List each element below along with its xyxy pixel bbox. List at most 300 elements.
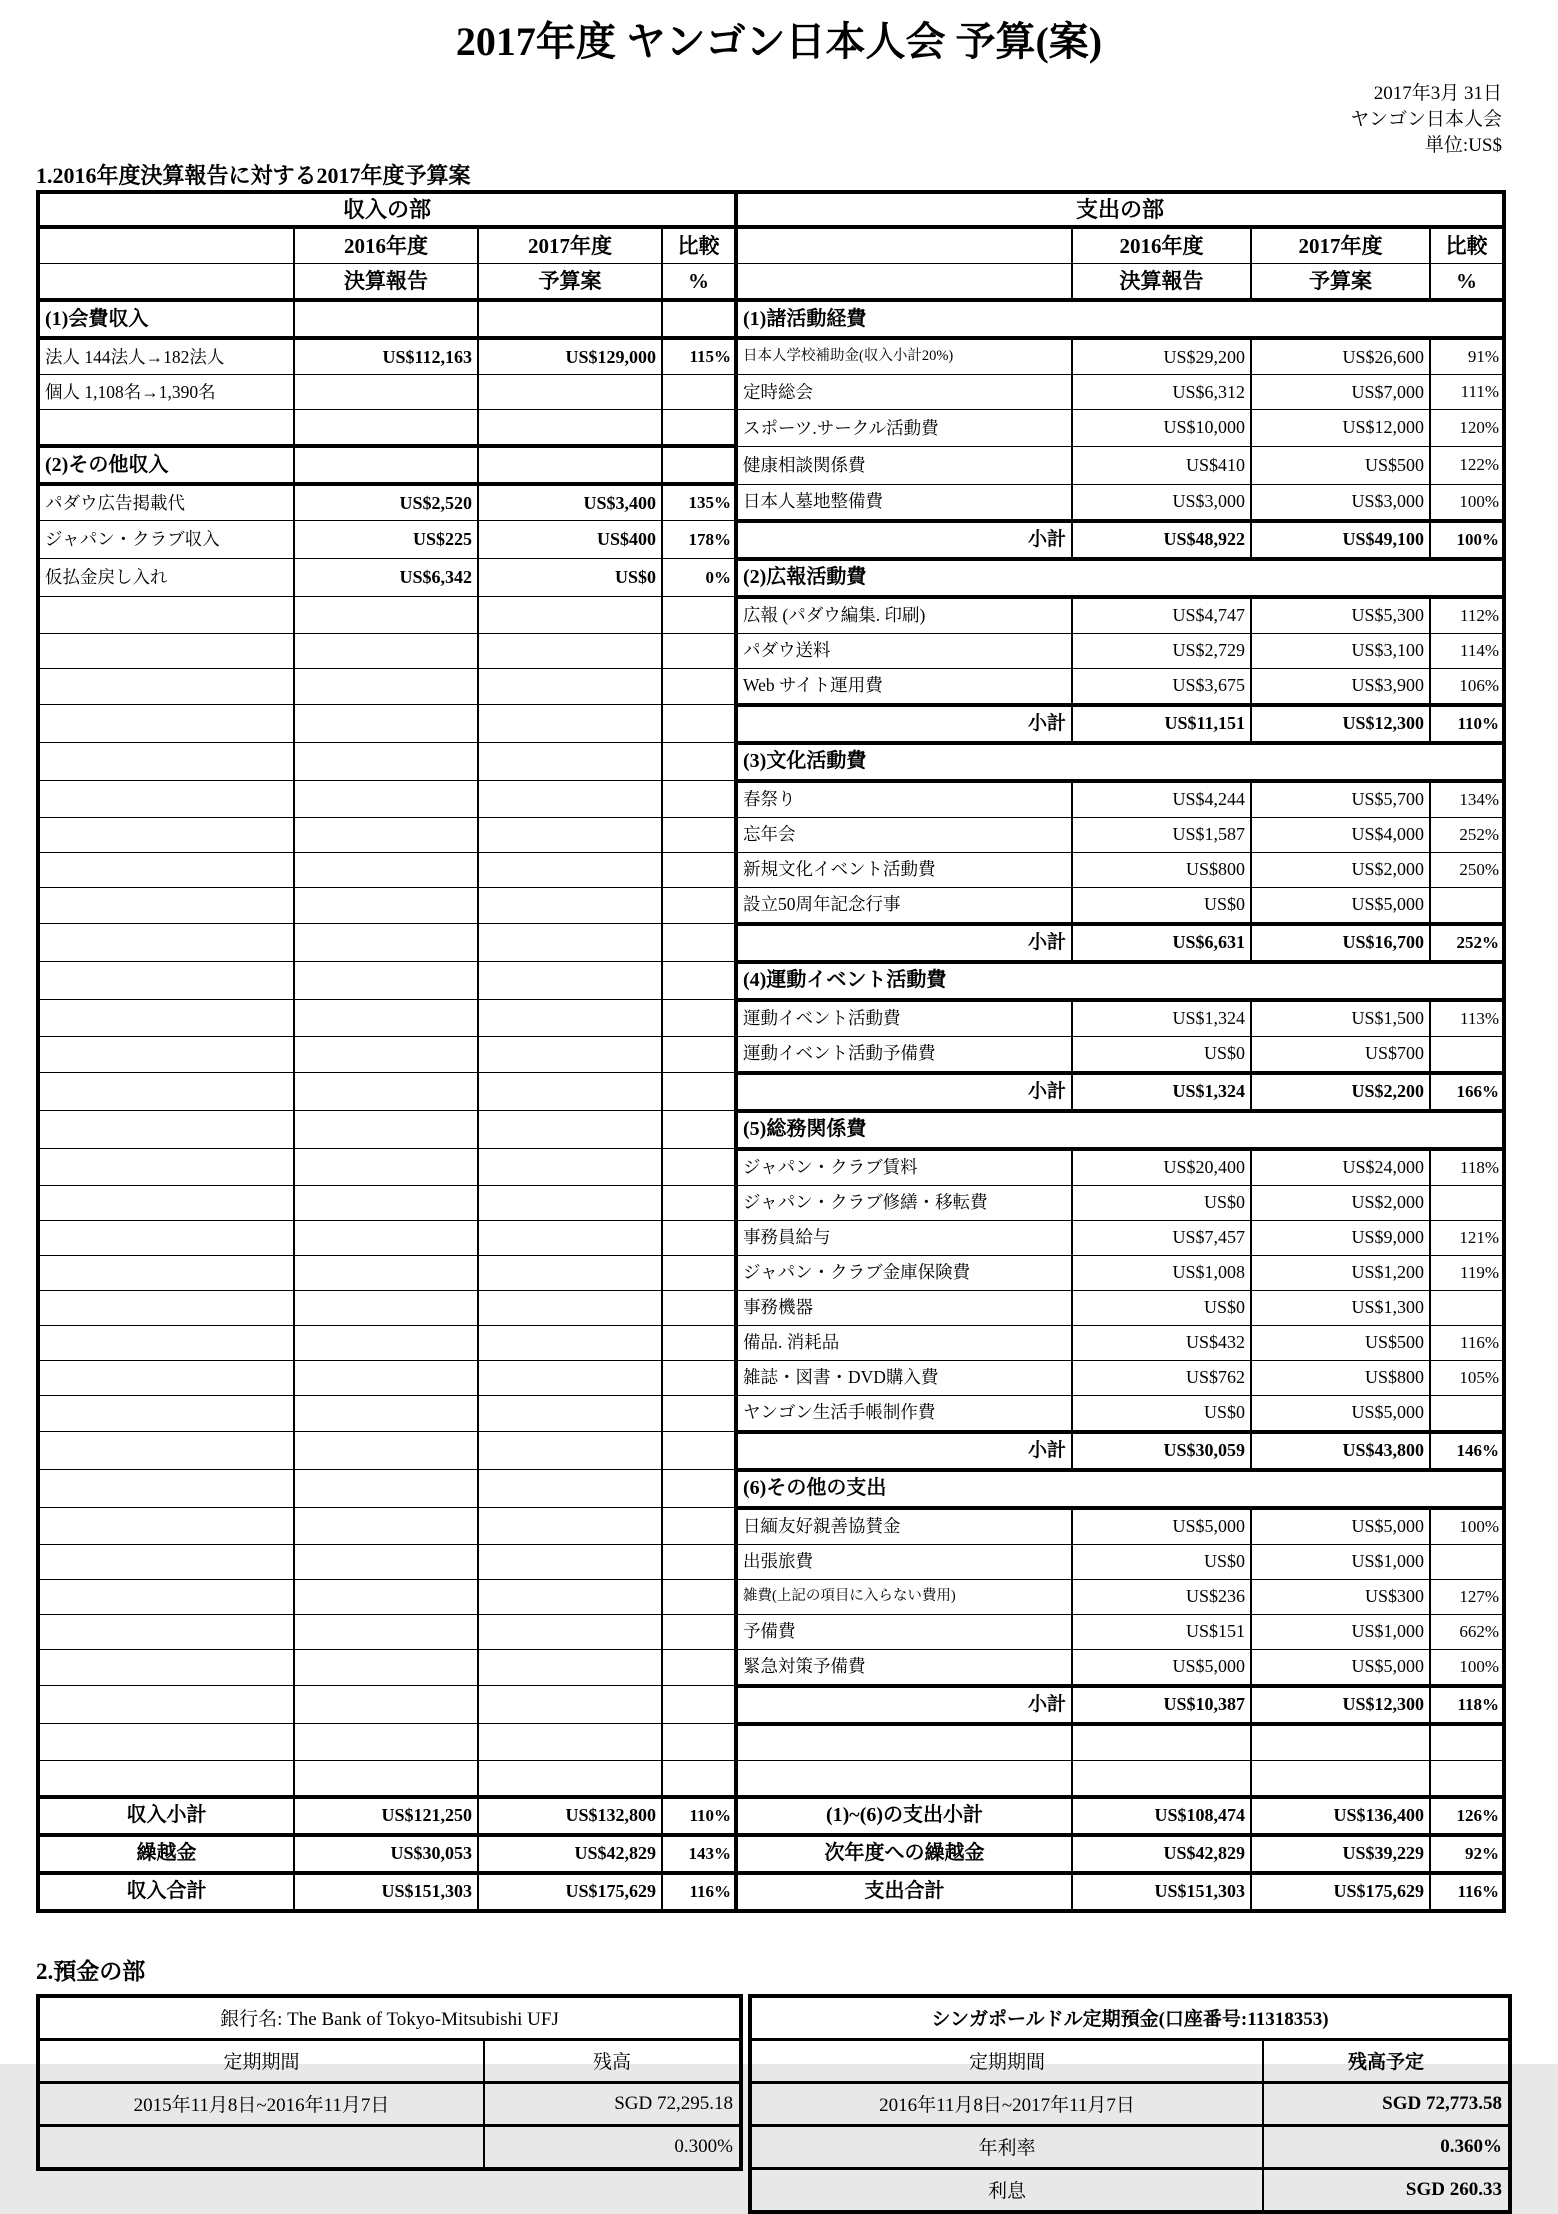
income-percent-subheader: % bbox=[662, 264, 736, 301]
income-2016-cell bbox=[294, 1470, 478, 1508]
income-pct-cell: 0% bbox=[662, 559, 736, 597]
income-2016-cell: US$225 bbox=[294, 521, 478, 559]
expense-item-cell: 出張旅費 bbox=[736, 1544, 1072, 1579]
income-2016-cell bbox=[294, 1036, 478, 1073]
expense-2017-cell: US$24,000 bbox=[1251, 1149, 1430, 1186]
income-pct-cell bbox=[662, 1395, 736, 1432]
expense-2017-cell: US$2,200 bbox=[1251, 1073, 1430, 1111]
income-2017-cell bbox=[478, 817, 662, 852]
expense-pct-cell: 250% bbox=[1430, 852, 1504, 887]
expense-item-cell: 緊急対策予備費 bbox=[736, 1649, 1072, 1686]
expense-2017-cell bbox=[1251, 1724, 1430, 1761]
income-pct-cell bbox=[662, 1325, 736, 1360]
expense-item-cell: 運動イベント活動予備費 bbox=[736, 1036, 1072, 1073]
income-item-subheader bbox=[38, 264, 294, 301]
budget-row bbox=[38, 1149, 1504, 1186]
expense-total-2017: US$136,400 bbox=[1251, 1797, 1430, 1835]
expense-pct-cell: 114% bbox=[1430, 633, 1504, 668]
expense-item-cell bbox=[736, 1760, 1072, 1797]
expense-item-cell: 雑誌・図書・DVD購入費 bbox=[736, 1360, 1072, 1395]
income-2016-cell bbox=[294, 1149, 478, 1186]
expense-section-label: (1)諸活動経費 bbox=[736, 300, 1504, 338]
meta-unit: 単位:US$ bbox=[1424, 135, 1502, 156]
income-item-cell: ジャパン・クラブ収入 bbox=[38, 521, 294, 559]
expense-2017-cell: US$1,000 bbox=[1251, 1544, 1430, 1579]
expense-2017-cell: US$2,000 bbox=[1251, 1185, 1430, 1220]
expense-2017-header: 2017年度 bbox=[1251, 227, 1430, 264]
income-total-label: 収入合計 bbox=[38, 1873, 294, 1911]
expense-item-cell: 春祭り bbox=[736, 781, 1072, 818]
income-2017-cell bbox=[478, 1544, 662, 1579]
income-pct-cell bbox=[662, 1000, 736, 1037]
expense-total-2016: US$42,829 bbox=[1072, 1835, 1251, 1873]
income-pct-cell bbox=[662, 410, 736, 447]
expense-2017-cell: US$3,000 bbox=[1251, 484, 1430, 521]
meta-date: 2017年3月 31日 bbox=[1373, 83, 1502, 104]
income-pct-cell bbox=[662, 817, 736, 852]
expense-total-pct: 116% bbox=[1430, 1873, 1504, 1911]
expense-2017-cell: US$9,000 bbox=[1251, 1220, 1430, 1255]
expense-2017-cell: US$26,600 bbox=[1251, 338, 1430, 375]
expense-pct-cell: 100% bbox=[1430, 484, 1504, 521]
expense-pct-cell: 166% bbox=[1430, 1073, 1504, 1111]
expense-total-label: 次年度への繰越金 bbox=[736, 1835, 1072, 1873]
expense-item-cell: 予備費 bbox=[736, 1614, 1072, 1649]
expense-2016-cell: US$3,675 bbox=[1072, 668, 1251, 705]
income-total-pct: 110% bbox=[662, 1797, 736, 1835]
expense-total-pct: 92% bbox=[1430, 1835, 1504, 1873]
income-total-2017: US$175,629 bbox=[478, 1873, 662, 1911]
expense-pct-cell bbox=[1430, 1290, 1504, 1325]
income-item-cell bbox=[38, 1185, 294, 1220]
expense-2016-cell: US$0 bbox=[1072, 1036, 1251, 1073]
income-2017-cell bbox=[478, 924, 662, 962]
income-2017-cell bbox=[478, 1255, 662, 1290]
expense-pct-cell bbox=[1430, 1724, 1504, 1761]
expense-2016-cell: US$762 bbox=[1072, 1360, 1251, 1395]
income-pct-cell bbox=[662, 1614, 736, 1649]
income-item-cell bbox=[38, 633, 294, 668]
expense-item-cell: 事務員給与 bbox=[736, 1220, 1072, 1255]
expense-2016-cell: US$6,631 bbox=[1072, 924, 1251, 962]
income-pct-cell bbox=[662, 1760, 736, 1797]
income-2017-cell bbox=[478, 887, 662, 924]
expense-2017-cell: US$12,300 bbox=[1251, 705, 1430, 743]
expense-item-cell: スポーツ.サークル活動費 bbox=[736, 410, 1072, 447]
sgd-balance-col-header: 残高予定 bbox=[1263, 2039, 1510, 2082]
income-item-cell bbox=[38, 924, 294, 962]
expense-2017-cell: US$49,100 bbox=[1251, 521, 1430, 559]
expense-item-cell: 設立50周年記念行事 bbox=[736, 887, 1072, 924]
income-item-cell: 法人 144法人→182法人 bbox=[38, 338, 294, 375]
expense-2016-cell: US$1,324 bbox=[1072, 1000, 1251, 1037]
income-total-label: 繰越金 bbox=[38, 1835, 294, 1873]
income-2017-cell bbox=[478, 446, 662, 484]
expense-item-subheader bbox=[736, 264, 1072, 301]
expense-2016-cell: US$0 bbox=[1072, 1395, 1251, 1432]
income-item-cell bbox=[38, 1111, 294, 1149]
budget-row bbox=[38, 1544, 1504, 1579]
budget-row bbox=[38, 852, 1504, 887]
expense-pct-cell: 100% bbox=[1430, 521, 1504, 559]
income-2017-cell bbox=[478, 1325, 662, 1360]
bank-balance-value: SGD 72,295.18 bbox=[484, 2082, 741, 2125]
expense-2016-cell: US$432 bbox=[1072, 1325, 1251, 1360]
section1-heading: 1.2016年度決算報告に対する2017年度予算案 bbox=[36, 163, 471, 188]
expense-2016-cell: US$7,457 bbox=[1072, 1220, 1251, 1255]
income-2017-cell bbox=[478, 1360, 662, 1395]
budget-row bbox=[38, 1325, 1504, 1360]
expense-item-cell: 小計 bbox=[736, 705, 1072, 743]
expense-item-cell bbox=[736, 1724, 1072, 1761]
budget-row bbox=[38, 300, 1504, 338]
expense-pct-cell: 252% bbox=[1430, 817, 1504, 852]
income-2016-cell bbox=[294, 887, 478, 924]
income-2017-cell bbox=[478, 1760, 662, 1797]
income-2017-cell bbox=[478, 1470, 662, 1508]
expense-2017-cell: US$1,300 bbox=[1251, 1290, 1430, 1325]
income-2016-cell bbox=[294, 410, 478, 447]
budget-row bbox=[38, 887, 1504, 924]
expense-pct-cell bbox=[1430, 1185, 1504, 1220]
income-2016-cell bbox=[294, 743, 478, 781]
expense-item-cell: 日本人墓地整備費 bbox=[736, 484, 1072, 521]
totals-row bbox=[38, 1797, 1504, 1835]
income-pct-cell bbox=[662, 781, 736, 818]
expense-item-cell: Web サイト運用費 bbox=[736, 668, 1072, 705]
income-2016-cell bbox=[294, 1220, 478, 1255]
expense-part-header: 支出の部 bbox=[736, 192, 1504, 227]
income-2016-cell bbox=[294, 1544, 478, 1579]
expense-section-label: (5)総務関係費 bbox=[736, 1111, 1504, 1149]
expense-2016-cell: US$800 bbox=[1072, 852, 1251, 887]
expense-item-cell: 広報 (パダウ編集. 印刷) bbox=[736, 597, 1072, 634]
income-pct-cell: 178% bbox=[662, 521, 736, 559]
budget-row bbox=[38, 1760, 1504, 1797]
expense-comparison-header: 比較 bbox=[1430, 227, 1504, 264]
totals-row bbox=[38, 1835, 1504, 1873]
income-2016-cell bbox=[294, 1395, 478, 1432]
expense-total-2017: US$175,629 bbox=[1251, 1873, 1430, 1911]
income-pct-cell bbox=[662, 1255, 736, 1290]
income-2017-cell bbox=[478, 410, 662, 447]
income-pct-cell bbox=[662, 1544, 736, 1579]
expense-2017-cell: US$4,000 bbox=[1251, 817, 1430, 852]
income-2016-header: 2016年度 bbox=[294, 227, 478, 264]
expense-2017-cell: US$1,200 bbox=[1251, 1255, 1430, 1290]
income-pct-cell bbox=[662, 1111, 736, 1149]
expense-pct-cell bbox=[1430, 1036, 1504, 1073]
expense-2017-cell: US$7,000 bbox=[1251, 375, 1430, 410]
expense-pct-cell: 100% bbox=[1430, 1649, 1504, 1686]
expense-2016-cell: US$0 bbox=[1072, 887, 1251, 924]
expense-2017-cell: US$3,100 bbox=[1251, 633, 1430, 668]
expense-2017-cell: US$5,700 bbox=[1251, 781, 1430, 818]
income-2017-cell bbox=[478, 300, 662, 338]
bank-rate-value: 0.300% bbox=[484, 2125, 741, 2169]
income-2016-cell bbox=[294, 1649, 478, 1686]
income-2017-cell bbox=[478, 1290, 662, 1325]
income-2017-cell bbox=[478, 781, 662, 818]
expense-2017-cell: US$800 bbox=[1251, 1360, 1430, 1395]
income-2016-cell bbox=[294, 375, 478, 410]
expense-item-header bbox=[736, 227, 1072, 264]
income-pct-cell bbox=[662, 1360, 736, 1395]
income-2016-cell bbox=[294, 1686, 478, 1724]
sgd-interest-label: 利息 bbox=[750, 2168, 1263, 2212]
expense-2016-cell: US$2,729 bbox=[1072, 633, 1251, 668]
expense-2017-cell: US$5,000 bbox=[1251, 1649, 1430, 1686]
income-item-cell bbox=[38, 1000, 294, 1037]
income-2016-cell bbox=[294, 1185, 478, 1220]
expense-2016-cell: US$5,000 bbox=[1072, 1508, 1251, 1545]
income-2016-cell bbox=[294, 597, 478, 634]
income-2016-cell bbox=[294, 446, 478, 484]
expense-section-label: (2)広報活動費 bbox=[736, 559, 1504, 597]
budget-row bbox=[38, 781, 1504, 818]
expense-2016-subheader: 決算報告 bbox=[1072, 264, 1251, 301]
budget-row bbox=[38, 1111, 1504, 1149]
bank-period-col-header: 定期期間 bbox=[38, 2039, 484, 2082]
income-item-cell bbox=[38, 1508, 294, 1545]
income-pct-cell bbox=[662, 1185, 736, 1220]
income-2017-cell bbox=[478, 1614, 662, 1649]
income-pct-cell bbox=[662, 1724, 736, 1761]
expense-2017-cell: US$43,800 bbox=[1251, 1432, 1430, 1470]
income-2017-cell: US$0 bbox=[478, 559, 662, 597]
income-item-cell bbox=[38, 817, 294, 852]
expense-item-cell: パダウ送料 bbox=[736, 633, 1072, 668]
sgd-rate-label: 年利率 bbox=[750, 2125, 1263, 2168]
expense-pct-cell: 146% bbox=[1430, 1432, 1504, 1470]
income-2017-cell bbox=[478, 852, 662, 887]
income-item-cell bbox=[38, 1686, 294, 1724]
income-item-cell bbox=[38, 1649, 294, 1686]
income-2017-header: 2017年度 bbox=[478, 227, 662, 264]
income-item-cell bbox=[38, 1360, 294, 1395]
income-pct-cell bbox=[662, 924, 736, 962]
income-2017-cell bbox=[478, 1000, 662, 1037]
income-pct-cell bbox=[662, 597, 736, 634]
expense-pct-cell: 118% bbox=[1430, 1686, 1504, 1724]
budget-row bbox=[38, 559, 1504, 597]
income-item-cell bbox=[38, 1255, 294, 1290]
income-2017-cell bbox=[478, 1111, 662, 1149]
income-2017-cell bbox=[478, 1220, 662, 1255]
budget-row bbox=[38, 1395, 1504, 1432]
income-pct-cell bbox=[662, 668, 736, 705]
expense-2016-cell: US$3,000 bbox=[1072, 484, 1251, 521]
income-2016-cell bbox=[294, 1724, 478, 1761]
expense-2016-cell: US$11,151 bbox=[1072, 705, 1251, 743]
budget-row bbox=[38, 705, 1504, 743]
income-item-cell bbox=[38, 410, 294, 447]
income-2017-cell bbox=[478, 743, 662, 781]
expense-item-cell: 備品. 消耗品 bbox=[736, 1325, 1072, 1360]
expense-section-label: (4)運動イベント活動費 bbox=[736, 962, 1504, 1000]
expense-2017-cell: US$1,000 bbox=[1251, 1614, 1430, 1649]
expense-2016-cell: US$6,312 bbox=[1072, 375, 1251, 410]
income-2017-cell: US$400 bbox=[478, 521, 662, 559]
income-comparison-header: 比較 bbox=[662, 227, 736, 264]
income-2016-cell bbox=[294, 668, 478, 705]
budget-row bbox=[38, 924, 1504, 962]
expense-item-cell: 小計 bbox=[736, 1073, 1072, 1111]
expense-pct-cell bbox=[1430, 1760, 1504, 1797]
expense-item-cell: 小計 bbox=[736, 924, 1072, 962]
income-2016-subheader: 決算報告 bbox=[294, 264, 478, 301]
income-2017-cell bbox=[478, 1073, 662, 1111]
income-item-cell bbox=[38, 668, 294, 705]
income-total-2016: US$121,250 bbox=[294, 1797, 478, 1835]
income-2016-cell bbox=[294, 1579, 478, 1614]
expense-2016-cell: US$30,059 bbox=[1072, 1432, 1251, 1470]
page-title: 2017年度 ヤンゴン日本人会 予算(案) bbox=[455, 19, 1103, 64]
income-section-label: (1)会費収入 bbox=[38, 300, 294, 338]
expense-item-cell: 小計 bbox=[736, 521, 1072, 559]
income-2017-cell bbox=[478, 705, 662, 743]
expense-2016-cell: US$0 bbox=[1072, 1290, 1251, 1325]
expense-2017-cell: US$16,700 bbox=[1251, 924, 1430, 962]
expense-2017-cell: US$2,000 bbox=[1251, 852, 1430, 887]
income-section-label: (2)その他収入 bbox=[38, 446, 294, 484]
income-pct-cell bbox=[662, 446, 736, 484]
income-item-cell bbox=[38, 1544, 294, 1579]
budget-row bbox=[38, 1036, 1504, 1073]
expense-total-2016: US$108,474 bbox=[1072, 1797, 1251, 1835]
income-2017-cell bbox=[478, 1036, 662, 1073]
expense-2016-cell bbox=[1072, 1760, 1251, 1797]
expense-2017-cell: US$700 bbox=[1251, 1036, 1430, 1073]
income-2016-cell bbox=[294, 1255, 478, 1290]
income-item-cell bbox=[38, 852, 294, 887]
income-pct-cell bbox=[662, 1290, 736, 1325]
income-pct-cell bbox=[662, 1149, 736, 1186]
bank-table bbox=[36, 1994, 743, 2171]
income-item-cell bbox=[38, 1760, 294, 1797]
budget-row bbox=[38, 668, 1504, 705]
budget-row bbox=[38, 1255, 1504, 1290]
income-item-cell bbox=[38, 743, 294, 781]
income-2016-cell bbox=[294, 852, 478, 887]
expense-2016-cell: US$0 bbox=[1072, 1544, 1251, 1579]
expense-pct-cell: 127% bbox=[1430, 1579, 1504, 1614]
expense-2016-cell: US$410 bbox=[1072, 446, 1251, 484]
expense-2017-subheader: 予算案 bbox=[1251, 264, 1430, 301]
income-2016-cell bbox=[294, 1508, 478, 1545]
expense-item-cell: ジャパン・クラブ賃料 bbox=[736, 1149, 1072, 1186]
expense-pct-cell: 662% bbox=[1430, 1614, 1504, 1649]
expense-2017-cell: US$300 bbox=[1251, 1579, 1430, 1614]
expense-2016-cell: US$10,387 bbox=[1072, 1686, 1251, 1724]
expense-item-cell: 定時総会 bbox=[736, 375, 1072, 410]
expense-item-cell: 日本人学校補助金(収入小計20%) bbox=[736, 338, 1072, 375]
income-pct-cell bbox=[662, 743, 736, 781]
expense-pct-cell: 118% bbox=[1430, 1149, 1504, 1186]
budget-row bbox=[38, 1470, 1504, 1508]
income-item-cell bbox=[38, 781, 294, 818]
expense-pct-cell: 134% bbox=[1430, 781, 1504, 818]
budget-row bbox=[38, 1508, 1504, 1545]
expense-2016-header: 2016年度 bbox=[1072, 227, 1251, 264]
totals-row bbox=[38, 1873, 1504, 1911]
income-2017-cell bbox=[478, 1686, 662, 1724]
income-total-2017: US$132,800 bbox=[478, 1797, 662, 1835]
bank-balance-col-header: 残高 bbox=[484, 2039, 741, 2082]
income-2016-cell bbox=[294, 817, 478, 852]
income-2016-cell bbox=[294, 705, 478, 743]
income-pct-cell bbox=[662, 852, 736, 887]
expense-item-cell: 雑費(上記の項目に入らない費用) bbox=[736, 1579, 1072, 1614]
budget-row bbox=[38, 817, 1504, 852]
expense-section-label: (6)その他の支出 bbox=[736, 1470, 1504, 1508]
income-total-2017: US$42,829 bbox=[478, 1835, 662, 1873]
expense-pct-cell: 105% bbox=[1430, 1360, 1504, 1395]
income-2016-cell bbox=[294, 1073, 478, 1111]
expense-2017-cell: US$12,300 bbox=[1251, 1686, 1430, 1724]
document-meta bbox=[0, 81, 1502, 159]
income-2017-cell: US$129,000 bbox=[478, 338, 662, 375]
expense-2016-cell: US$1,324 bbox=[1072, 1073, 1251, 1111]
income-item-cell bbox=[38, 962, 294, 1000]
income-2017-cell bbox=[478, 597, 662, 634]
expense-pct-cell: 91% bbox=[1430, 338, 1504, 375]
income-item-cell bbox=[38, 1220, 294, 1255]
expense-item-cell: 新規文化イベント活動費 bbox=[736, 852, 1072, 887]
expense-2016-cell: US$4,244 bbox=[1072, 781, 1251, 818]
income-item-cell: パダウ広告掲載代 bbox=[38, 484, 294, 521]
expense-item-cell: 忘年会 bbox=[736, 817, 1072, 852]
expense-pct-cell: 119% bbox=[1430, 1255, 1504, 1290]
income-pct-cell bbox=[662, 1686, 736, 1724]
income-pct-cell: 135% bbox=[662, 484, 736, 521]
income-2017-subheader: 予算案 bbox=[478, 264, 662, 301]
income-2016-cell bbox=[294, 781, 478, 818]
income-item-cell bbox=[38, 1470, 294, 1508]
expense-total-label: 支出合計 bbox=[736, 1873, 1072, 1911]
budget-row bbox=[38, 1724, 1504, 1761]
expense-pct-cell: 111% bbox=[1430, 375, 1504, 410]
expense-2017-cell: US$500 bbox=[1251, 1325, 1430, 1360]
expense-2016-cell: US$10,000 bbox=[1072, 410, 1251, 447]
budget-row bbox=[38, 1579, 1504, 1614]
income-2017-cell bbox=[478, 633, 662, 668]
expense-2016-cell: US$1,587 bbox=[1072, 817, 1251, 852]
budget-row bbox=[38, 1290, 1504, 1325]
income-item-cell bbox=[38, 1724, 294, 1761]
income-2017-cell bbox=[478, 375, 662, 410]
income-pct-cell: 115% bbox=[662, 338, 736, 375]
expense-pct-cell: 121% bbox=[1430, 1220, 1504, 1255]
expense-total-2017: US$39,229 bbox=[1251, 1835, 1430, 1873]
income-2016-cell bbox=[294, 1614, 478, 1649]
income-2016-cell bbox=[294, 1325, 478, 1360]
income-item-cell bbox=[38, 1325, 294, 1360]
income-pct-cell bbox=[662, 1036, 736, 1073]
income-2017-cell bbox=[478, 962, 662, 1000]
expense-2016-cell: US$5,000 bbox=[1072, 1649, 1251, 1686]
income-pct-cell bbox=[662, 962, 736, 1000]
expense-pct-cell: 252% bbox=[1430, 924, 1504, 962]
expense-2016-cell: US$151 bbox=[1072, 1614, 1251, 1649]
meta-organization: ヤンゴン日本人会 bbox=[1350, 109, 1502, 130]
expense-2017-cell: US$12,000 bbox=[1251, 410, 1430, 447]
budget-row bbox=[38, 338, 1504, 375]
income-2016-cell bbox=[294, 962, 478, 1000]
expense-item-cell: 健康相談関係費 bbox=[736, 446, 1072, 484]
income-pct-cell bbox=[662, 1220, 736, 1255]
income-2016-cell bbox=[294, 924, 478, 962]
